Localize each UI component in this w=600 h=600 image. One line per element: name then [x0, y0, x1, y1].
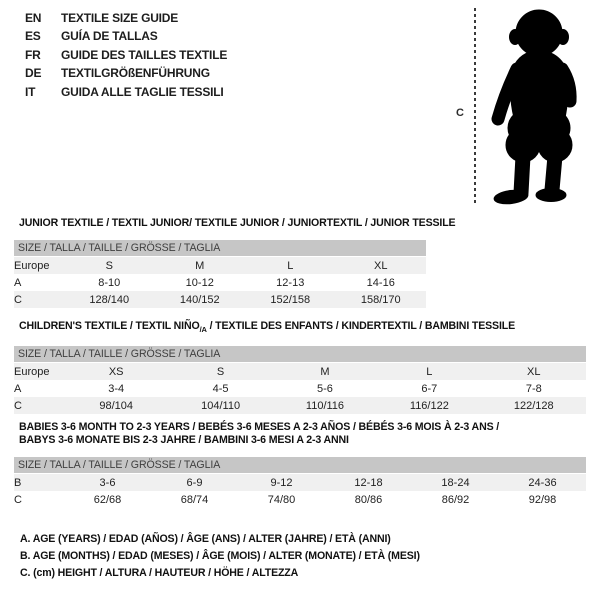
value-cell: 4-5	[212, 382, 229, 395]
row-label-cell: C	[14, 293, 22, 306]
height-measure-label: C	[456, 107, 464, 119]
table-row	[14, 274, 426, 291]
value-cell: 14-16	[366, 276, 395, 289]
language-label: TEXTILE SIZE GUIDE	[61, 11, 179, 25]
language-code: ES	[25, 29, 41, 44]
table-title-line: CHILDREN'S TEXTILE / TEXTIL $NIÑO_{/A}$ / TEXTILE DES ENFANTS / KINDERTEXTIL / BAMBINI TESSILE	[19, 320, 515, 335]
language-code: FR	[25, 47, 41, 62]
language-row	[25, 64, 227, 82]
value-cell: 80/86	[354, 493, 383, 506]
value-cell: 12-13	[276, 276, 305, 289]
language-label: GUIDA ALLE TAGLIE TESSILI	[61, 84, 224, 99]
footnote: C. (cm) HEIGHT / ALTURA / HAUTEUR / HÖHE / ALTEZZA	[20, 566, 299, 579]
value-cell: M	[195, 259, 205, 272]
value-cell: 104/110	[201, 399, 241, 412]
size-table	[14, 474, 586, 508]
baby-silhouette-icon	[486, 6, 598, 206]
row-label-cell: Europe	[14, 365, 50, 378]
section-babies-textile	[14, 421, 586, 508]
value-cell: S	[216, 365, 225, 378]
value-cell: 8-10	[98, 276, 121, 289]
language-label: TEXTILGRÖßENFÜHRUNG	[61, 66, 210, 81]
value-cell: XL	[527, 365, 541, 378]
table-row	[14, 363, 586, 380]
language-code: IT	[25, 84, 36, 99]
table-title-line: BABYS 3-6 MONATE BIS 2-3 JAHRE / BAMBINI 3-6 MESI A 2-3 ANNI	[19, 434, 349, 446]
table-title	[14, 421, 586, 447]
section-junior-textile	[14, 217, 456, 308]
language-row	[25, 27, 227, 45]
value-cell: 62/68	[93, 493, 122, 506]
language-row	[25, 46, 227, 64]
value-cell: M	[320, 365, 330, 378]
row-label-cell: C	[14, 399, 22, 412]
value-cell: 110/116	[305, 399, 345, 412]
value-cell: 128/140	[89, 293, 130, 306]
baby-size-figure	[452, 4, 600, 210]
value-cell: 6-9	[186, 476, 203, 489]
value-cell: 3-6	[99, 476, 116, 489]
value-cell: 12-18	[354, 476, 383, 489]
row-label-cell: A	[14, 382, 22, 395]
table-row	[14, 257, 426, 274]
table-row	[14, 397, 586, 414]
language-label: GUÍA DE TALLAS	[61, 29, 158, 44]
section-childrens-textile	[14, 320, 586, 414]
row-label-cell: C	[14, 493, 22, 506]
table-row	[14, 491, 586, 508]
value-cell: 74/80	[267, 493, 296, 506]
table-title	[14, 217, 456, 230]
value-cell: S	[105, 259, 113, 272]
language-row	[25, 83, 227, 101]
value-cell: 5-6	[317, 382, 333, 395]
size-table	[14, 257, 426, 308]
row-label-cell: A	[14, 276, 22, 289]
value-cell: L	[426, 365, 433, 378]
language-list	[25, 9, 227, 101]
size-header-bar: SIZE / TALLA / TAILLE / GRÖSSE / TAGLIA	[14, 457, 586, 473]
footnote: A. AGE (YEARS) / EDAD (AÑOS) / ÂGE (ANS) / ALTER (JAHRE) / ETÀ (ANNI)	[20, 533, 391, 545]
size-header-bar: SIZE / TALLA / TAILLE / GRÖSSE / TAGLIA	[14, 240, 426, 256]
value-cell: 10-12	[185, 276, 214, 289]
value-cell: 18-24	[441, 476, 470, 489]
value-cell: 152/158	[270, 293, 311, 306]
value-cell: 92/98	[528, 493, 557, 506]
value-cell: 9-12	[270, 476, 293, 489]
table-title-line: BABIES 3-6 MONTH TO 2-3 YEARS / BEBÉS 3-6 MESES A 2-3 AÑOS / BÉBÉS 3-6 MOIS À 2-3 ANS /	[19, 421, 500, 433]
table-row	[14, 474, 586, 491]
row-label-cell: B	[14, 476, 22, 489]
value-cell: 7-8	[525, 382, 542, 395]
value-cell: 6-7	[421, 382, 438, 395]
language-code: DE	[25, 66, 42, 81]
value-cell: 24-36	[528, 476, 557, 489]
value-cell: L	[287, 259, 294, 272]
footnote: B. AGE (MONTHS) / EDAD (MESES) / ÂGE (MOIS) / ALTER (MONATE) / ETÀ (MESI)	[20, 549, 420, 562]
table-title	[14, 320, 586, 336]
row-label-cell: Europe	[14, 259, 50, 272]
language-row	[25, 9, 227, 27]
table-row	[14, 380, 586, 397]
size-header-bar: SIZE / TALLA / TAILLE / GRÖSSE / TAGLIA	[14, 346, 586, 362]
value-cell: 98/104	[99, 399, 134, 412]
value-cell: XS	[108, 365, 124, 378]
value-cell: 3-4	[108, 382, 125, 395]
language-label: GUIDE DES TAILLES TEXTILE	[61, 47, 228, 62]
footnotes	[20, 531, 420, 581]
value-cell: 140/152	[179, 293, 220, 306]
size-table	[14, 363, 586, 414]
value-cell: XL	[374, 259, 388, 272]
value-cell: 122/128	[513, 399, 554, 412]
value-cell: 116/122	[409, 399, 449, 412]
value-cell: 68/74	[180, 493, 209, 506]
table-title-line: JUNIOR TEXTILE / TEXTIL JUNIOR/ TEXTILE JUNIOR / JUNIORTEXTIL / JUNIOR TESSILE	[19, 217, 456, 229]
value-cell: 86/92	[441, 493, 470, 506]
height-measure-dashed-line	[474, 8, 476, 206]
language-code: EN	[25, 11, 42, 25]
table-row	[14, 291, 426, 308]
value-cell: 158/170	[360, 293, 401, 306]
